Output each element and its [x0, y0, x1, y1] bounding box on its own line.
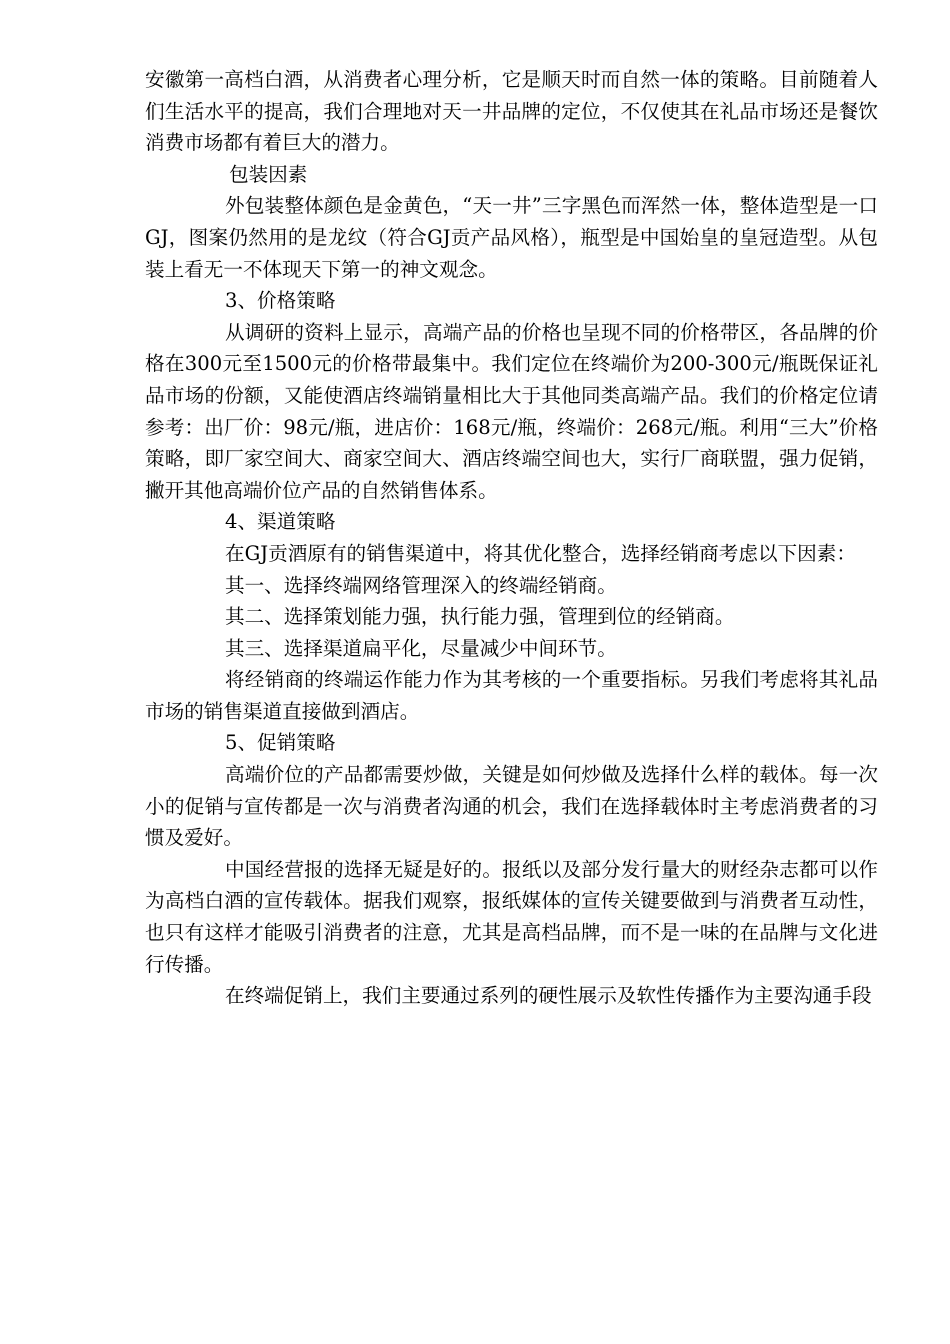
heading-channel-strategy: 4、渠道策略 — [225, 510, 336, 534]
heading-price-strategy: 3、价格策略 — [225, 289, 336, 313]
list-item-channel-2: 其二、选择策划能力强，执行能力强，管理到位的经销商。 — [225, 605, 735, 629]
document-body — [145, 64, 878, 1012]
paragraph-channel-intro: 在GJ贡酒原有的销售渠道中，将其优化整合，选择经销商考虑以下因素： — [225, 541, 856, 565]
paragraph-promotion-terminal: 在终端促销上，我们主要通过系列的硬性展示及软性传播作为主要沟通手段 — [225, 984, 872, 1008]
list-item-channel-3: 其三、选择渠道扁平化，尽量减少中间环节。 — [225, 636, 617, 660]
heading-packaging: 包装因素 — [229, 162, 308, 186]
list-item-channel-1: 其一、选择终端网络管理深入的终端经销商。 — [225, 573, 617, 597]
paragraph-promotion-carrier: 高端价位的产品都需要炒做，关键是如何炒做及选择什么样的载体。每一次小的促销与宣传都是一次与消费者沟通的机会，我们在选择载体时主考虑消费者的习惯及爱好。 — [145, 763, 878, 850]
paragraph-channel-evaluation: 将经销商的终端运作能力作为其考核的一个重要指标。另我们考虑将其礼品市场的销售渠道直接做到酒店。 — [145, 668, 878, 723]
paragraph-price-strategy: 从调研的资料上显示，高端产品的价格也呈现不同的价格带区，各品牌的价格在300元至1500元的价格带最集中。我们定位在终端价为200-300元/瓶既保证礼品市场的份额，又能使酒店终端销量相比大于其他同类高端产品。我们的价格定位请参考：出厂价：98元/瓶，进店价：168元/瓶，终端价：268元/瓶。利用“三大”价格策略，即厂家空间大、商家空间大、酒店终端空间也大，实行厂商联盟，强力促销，撇开其他高端价位产品的自然销售体系。 — [145, 320, 878, 502]
paragraph-brand-positioning: 安徽第一高档白酒，从消费者心理分析，它是顺天时而自然一体的策略。目前随着人们生活水平的提高，我们合理地对天一井品牌的定位，不仅使其在礼品市场还是餐饮消费市场都有着巨大的潜力。 — [145, 68, 878, 155]
paragraph-packaging: 外包装整体颜色是金黄色，“天一井”三字黑色而浑然一体，整体造型是一口GJ，图案仍然用的是龙纹（符合GJ贡产品风格），瓶型是中国始皇的皇冠造型。从包装上看无一不体现天下第一的神文观念。 — [145, 194, 878, 281]
paragraph-promotion-media: 中国经营报的选择无疑是好的。报纸以及部分发行量大的财经杂志都可以作为高档白酒的宣传载体。据我们观察，报纸媒体的宣传关键要做到与消费者互动性，也只有这样才能吸引消费者的注意，尤其是高档品牌，而不是一味的在品牌与文化进行传播。 — [145, 857, 878, 976]
heading-promotion-strategy: 5、促销策略 — [225, 731, 336, 755]
